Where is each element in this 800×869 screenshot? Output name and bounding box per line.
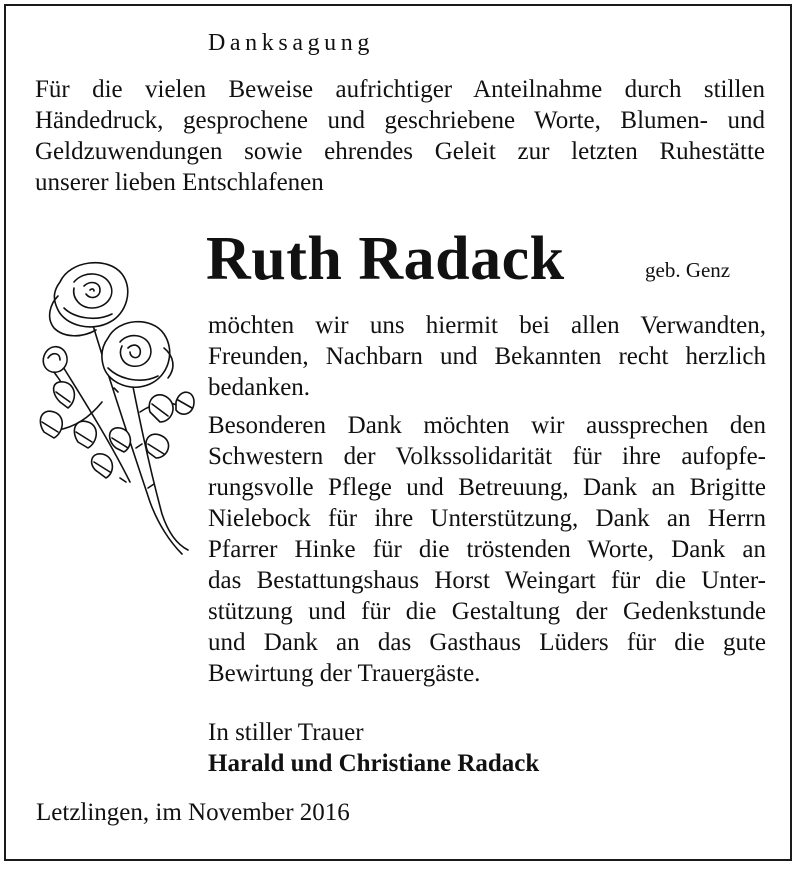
deceased-name-row: [206, 220, 565, 298]
intro-line: unserer lieben Entschlafenen: [35, 169, 324, 196]
mourner-names: Harald und Christiane Radack: [208, 750, 540, 777]
thanks-line: bedanken.: [208, 374, 311, 401]
deceased-name: Ruth Radack: [206, 225, 565, 293]
intro-line: Händedruck, gesprochene und geschriebene Worte, Blumen- und: [35, 107, 765, 134]
place-date: Letzlingen, im November 2016: [36, 799, 350, 826]
thanks-paragraph: [208, 310, 766, 403]
intro-paragraph: [35, 74, 765, 198]
intro-line: Geldzuwendungen sowie ehrendes Geleit zur letzten Ruhestätte: [35, 138, 765, 165]
intro-line: Für die vielen Beweise aufrichtiger Anteilnahme durch stillen: [35, 76, 765, 103]
thanks-line: möchten wir uns hiermit bei allen Verwandten,: [208, 312, 766, 339]
special-thanks-line: rungsvolle Pflege und Betreuung, Dank an Brigitte: [208, 474, 766, 501]
special-thanks-line: und Dank an das Gasthaus Lüders für die gute: [208, 629, 766, 656]
closing-phrase: In stiller Trauer: [208, 719, 364, 746]
closing-block: [208, 717, 539, 779]
special-thanks-line: Besonderen Dank möchten wir aussprechen den: [208, 412, 766, 439]
special-thanks-line: Nielebock für ihre Unterstützung, Dank an Herrn: [208, 505, 766, 532]
special-thanks-line: das Bestattungshaus Horst Weingart für die Unter-: [208, 567, 766, 594]
roses-icon: [30, 252, 200, 562]
notice-heading: Danksagung: [208, 30, 374, 56]
special-thanks-paragraph: [208, 410, 766, 689]
thanks-line: Freunden, Nachbarn und Bekannten recht herzlich: [208, 343, 766, 370]
special-thanks-line: Schwestern der Volkssolidarität für ihre aufopfe-: [208, 443, 766, 470]
special-thanks-line: stützung und für die Gestaltung der Gedenkstunde: [208, 598, 766, 625]
special-thanks-line: Pfarrer Hinke für die tröstenden Worte, Dank an: [208, 536, 766, 563]
special-thanks-line: Bewirtung der Trauergäste.: [208, 660, 481, 687]
deceased-birth-name: geb. Genz: [645, 258, 731, 282]
